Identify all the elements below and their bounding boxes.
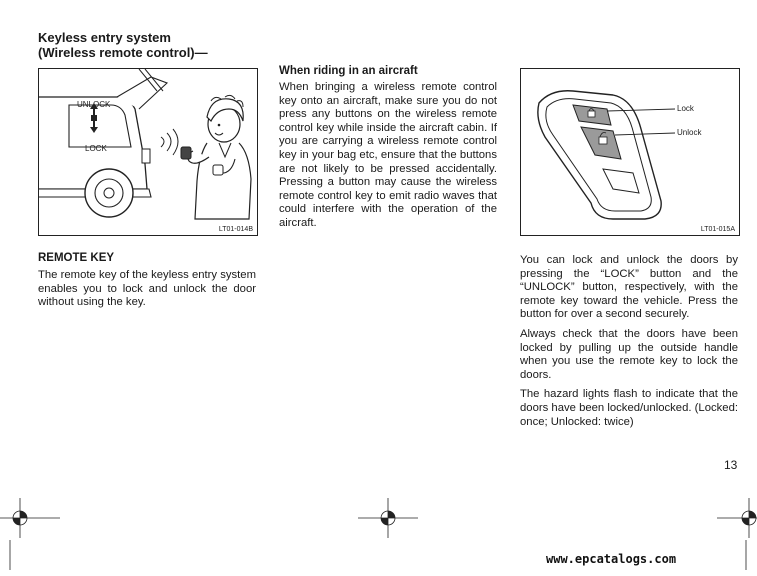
section-title-line2: (Wireless remote control)— [38,45,208,60]
remote-key-body: The remote key of the keyless entry system enables you to lock and unlock the door without using the key. [38,269,256,309]
vehicle-remote-illustration [39,69,257,235]
callout-lock: LOCK [85,144,107,153]
callout-unlock-button: Unlock [677,128,702,137]
page-number: 13 [724,458,738,472]
remote-key-heading: REMOTE KEY [38,252,115,264]
aircraft-body: When bringing a wireless remote control key onto an aircraft, make sure you do not press any buttons on the wireless remote control key while inside the aircraft cabin. If you are carrying a wireless remote control key in your bag etc, ensure that the buttons are not likely to be pressed accidentally. Pressing a button may cause the wireless remote control key to emit radio waves that could interfere with the operation of the aircraft. [279,81,497,229]
remote-key-illustration [521,69,739,235]
callout-lock-button: Lock [677,104,694,113]
crop-mark-left [4,540,16,570]
registration-mark-left [0,498,60,538]
figure-code: LT01-015A [700,226,735,233]
registration-mark-center [358,498,418,538]
figure-vehicle-remote [38,68,258,236]
section-title-line1: Keyless entry system [38,30,171,45]
figure-code: LT01-014B [218,226,253,233]
right-column-text [520,254,738,435]
registration-mark-right [717,498,757,538]
crop-mark-right [740,540,752,570]
section-title [38,30,268,60]
figure-remote-key [520,68,740,236]
aircraft-heading: When riding in an aircraft [279,65,418,77]
paragraph-hazard-lights: The hazard lights flash to indicate that the doors have been locked/unlocked. (Locked: once; Unlocked: twice) [520,388,738,428]
footer-watermark-url: www.epcatalogs.com [546,552,677,566]
callout-unlock: UNLOCK [77,100,111,109]
paragraph-check-doors: Always check that the doors have been locked by pulling up the outside handle when you use the remote key to lock the doors. [520,327,738,381]
paragraph-lock-unlock: You can lock and unlock the doors by pressing the “LOCK” button and the “UNLOCK” button, respectively, with the remote key toward the vehicle. Press the button for over a second securely. [520,254,738,321]
